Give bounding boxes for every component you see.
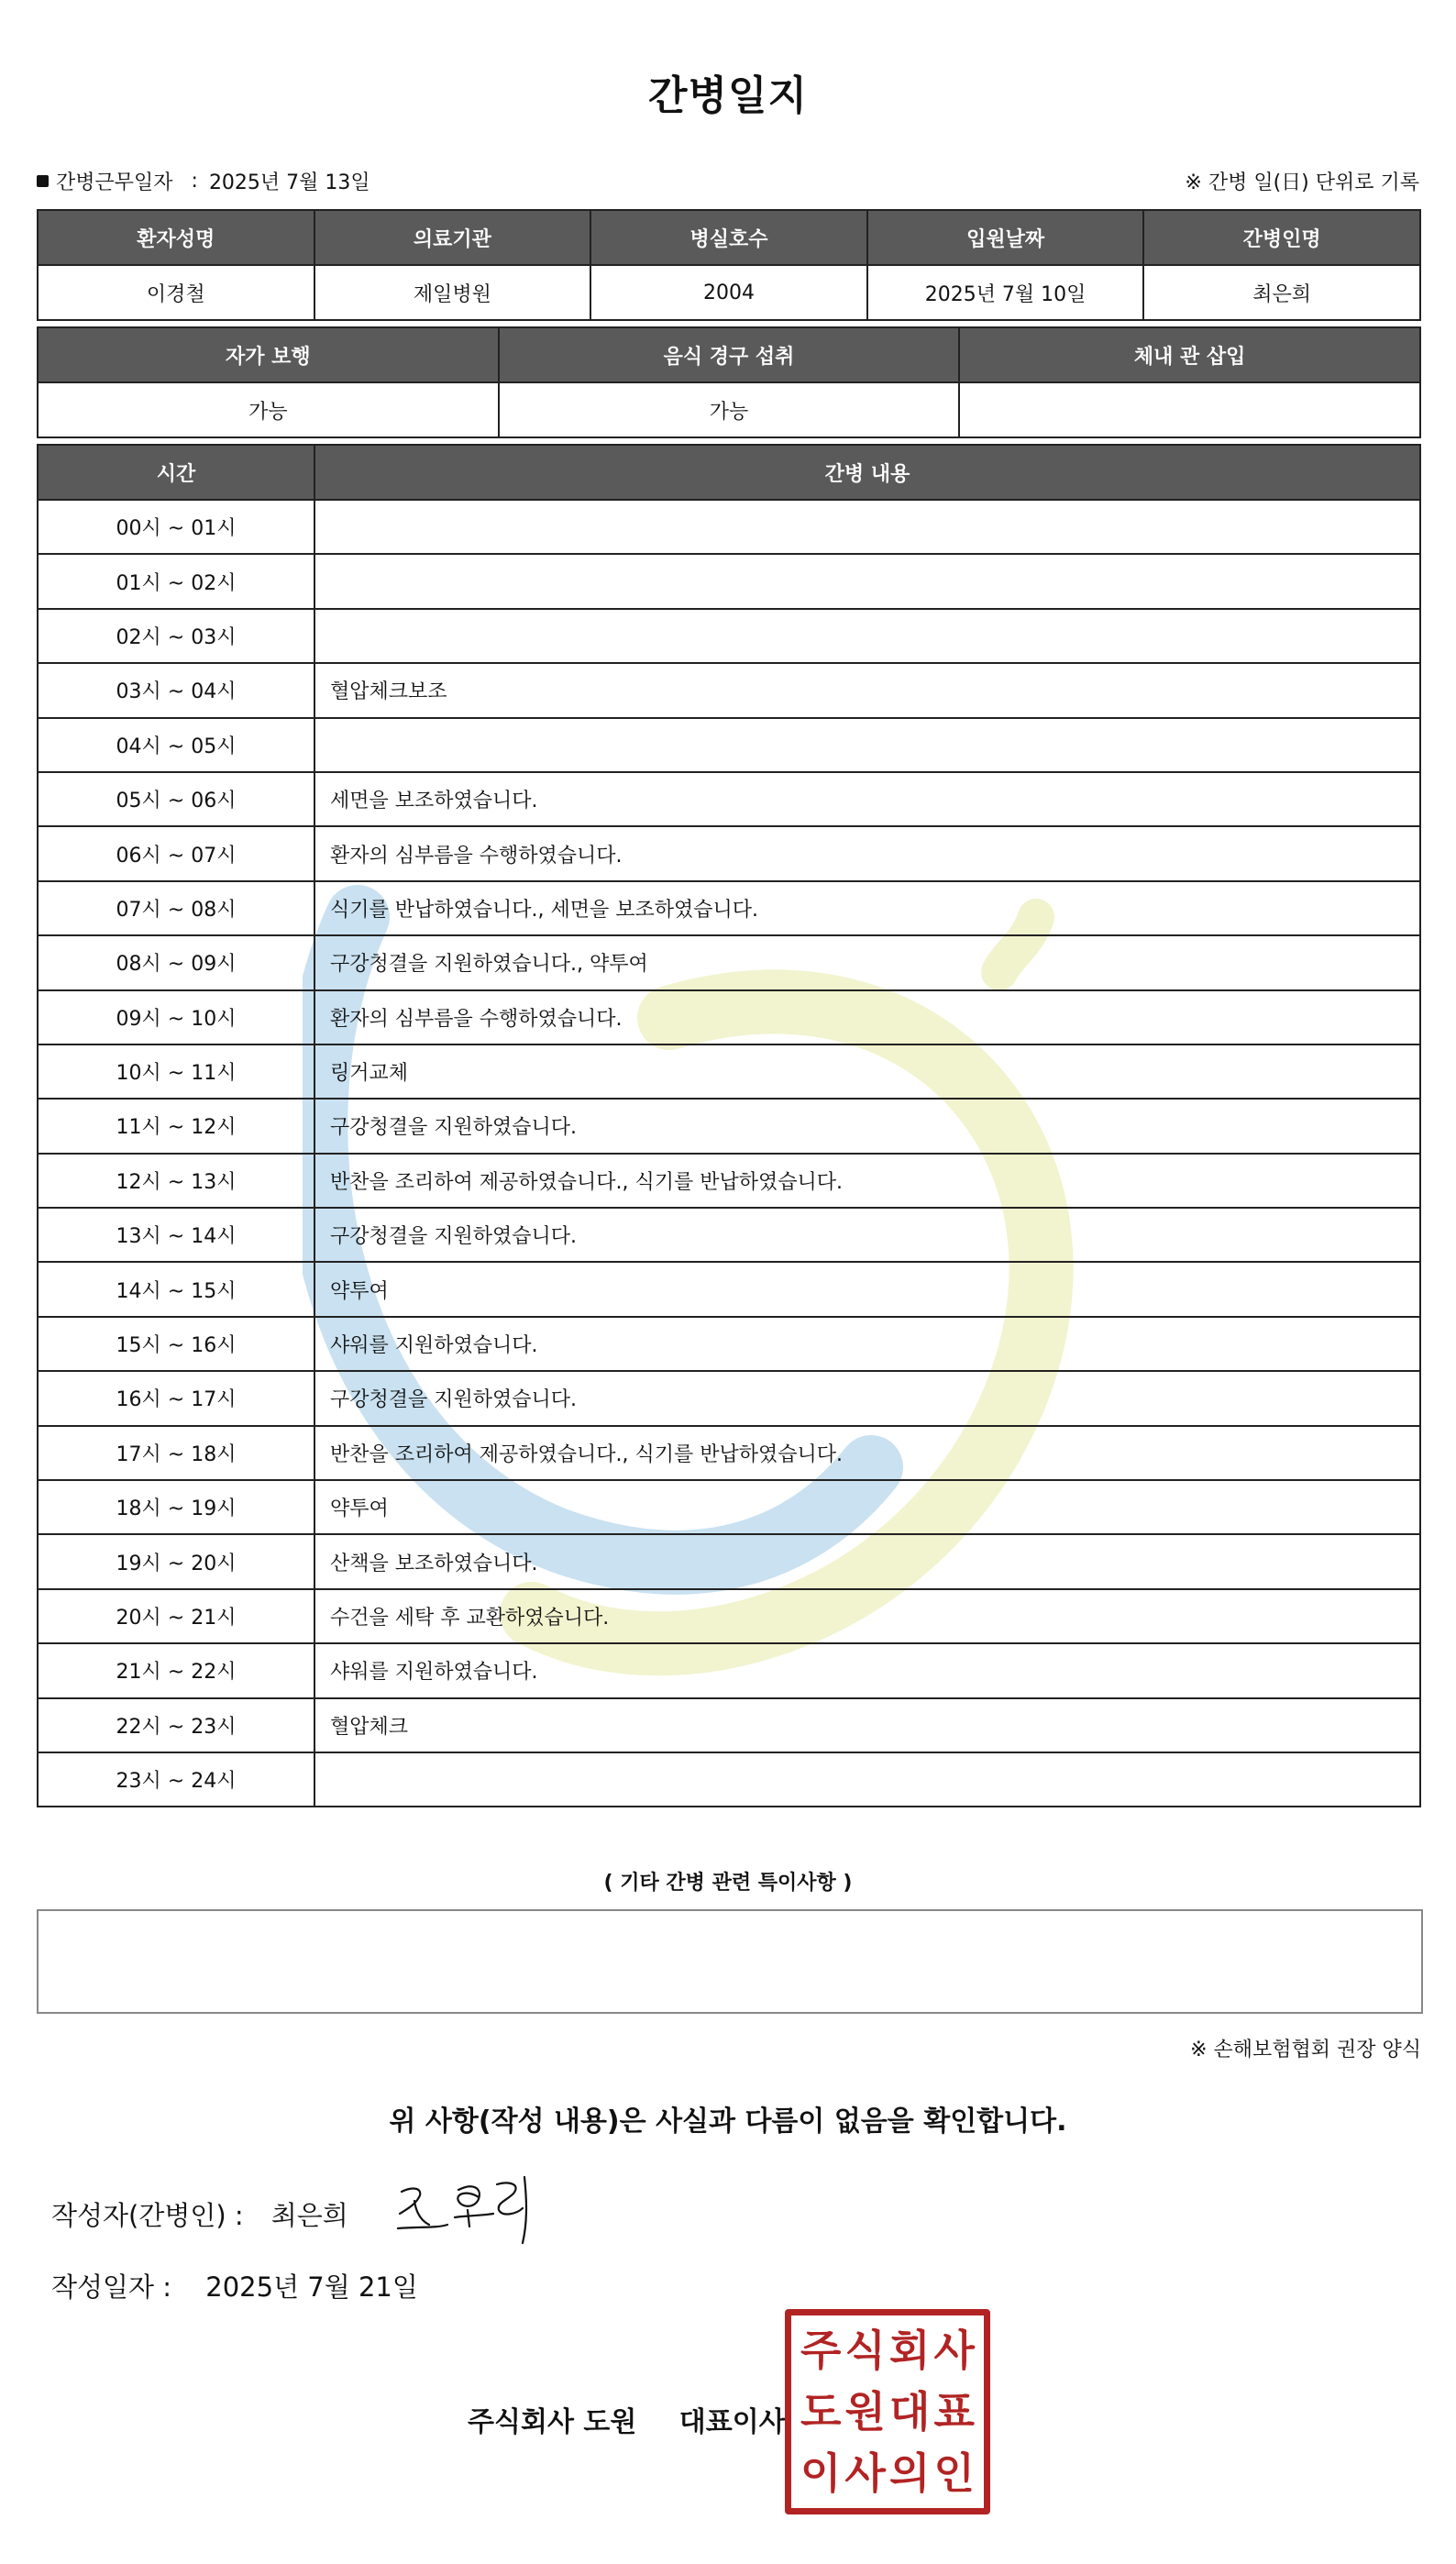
care-log-header-row xyxy=(38,445,1420,500)
work-date-label: 간병근무일자 xyxy=(56,171,173,194)
care-log-time: 07시 ~ 08시 xyxy=(38,881,314,935)
care-log-row xyxy=(38,1371,1420,1425)
care-log-time: 16시 ~ 17시 xyxy=(38,1371,314,1425)
author-row xyxy=(51,2195,348,2233)
daily-record-note: ※ 간병 일(日) 단위로 기록 xyxy=(1185,171,1419,194)
care-log-row xyxy=(38,609,1420,663)
care-log-content xyxy=(314,718,1420,772)
handwritten-signature xyxy=(394,2173,541,2247)
seal-character: 주 xyxy=(800,2325,842,2375)
care-log-row xyxy=(38,1099,1420,1153)
header-patient-name: 환자성명 xyxy=(38,210,314,265)
care-log-content: 반찬을 조리하여 제공하였습니다., 식기를 반납하였습니다. xyxy=(314,1154,1420,1208)
document-title: 간병일지 xyxy=(647,72,808,119)
care-log-content: 약투여 xyxy=(314,1262,1420,1316)
care-log-time: 15시 ~ 16시 xyxy=(38,1317,314,1371)
care-log-table xyxy=(37,444,1421,1807)
care-log-time: 19시 ~ 20시 xyxy=(38,1534,314,1588)
care-log-row xyxy=(38,1698,1420,1752)
care-log-content: 혈압체크보조 xyxy=(314,663,1420,717)
written-date-row xyxy=(51,2267,418,2304)
care-log-row xyxy=(38,1208,1420,1262)
care-log-time: 23시 ~ 24시 xyxy=(38,1752,314,1807)
work-date xyxy=(37,167,370,195)
care-log-row xyxy=(38,1643,1420,1697)
author-label: 작성자(간병인) : xyxy=(51,2200,244,2231)
work-date-value: 2025년 7월 13일 xyxy=(208,171,370,194)
care-log-row xyxy=(38,718,1420,772)
company-signoff xyxy=(468,2399,786,2439)
care-log-row xyxy=(38,935,1420,989)
care-log-content: 세면을 보조하였습니다. xyxy=(314,772,1420,826)
care-log-content: 구강청결을 지원하였습니다. xyxy=(314,1371,1420,1425)
care-log-row xyxy=(38,1154,1420,1208)
care-log-row xyxy=(38,826,1420,880)
care-log-content: 산책을 보조하였습니다. xyxy=(314,1534,1420,1588)
care-log-body xyxy=(38,500,1420,1807)
header-oral-intake: 음식 경구 섭취 xyxy=(499,327,960,382)
patient-info-value-row xyxy=(38,265,1420,320)
care-log-row xyxy=(38,663,1420,717)
admission-date: 2025년 7월 10일 xyxy=(867,265,1144,320)
care-log-time: 09시 ~ 10시 xyxy=(38,990,314,1044)
seal-character: 식 xyxy=(844,2325,886,2375)
seal-character: 원 xyxy=(844,2386,886,2437)
header-care-content: 간병 내용 xyxy=(314,445,1420,500)
seal-character: 도 xyxy=(800,2386,842,2437)
hospital: 제일병원 xyxy=(314,265,591,320)
company-name: 주식회사 도원 xyxy=(468,2406,637,2438)
patient-status-table xyxy=(37,326,1421,438)
room-number: 2004 xyxy=(590,265,867,320)
care-log-time: 03시 ~ 04시 xyxy=(38,663,314,717)
work-date-separator: : xyxy=(191,170,198,193)
seal-character: 사 xyxy=(933,2325,975,2375)
care-log-row xyxy=(38,500,1420,554)
patient-info-header-row xyxy=(38,210,1420,265)
care-log-row xyxy=(38,1589,1420,1643)
caregiver-name: 최은희 xyxy=(1143,265,1420,320)
care-log-time: 04시 ~ 05시 xyxy=(38,718,314,772)
care-log-content: 약투여 xyxy=(314,1480,1420,1534)
care-log-row xyxy=(38,1426,1420,1480)
care-log-time: 10시 ~ 11시 xyxy=(38,1044,314,1099)
care-log-row xyxy=(38,881,1420,935)
care-log-content xyxy=(314,554,1420,608)
oral-intake: 가능 xyxy=(499,382,960,437)
care-log-time: 18시 ~ 19시 xyxy=(38,1480,314,1534)
care-log-time: 05시 ~ 06시 xyxy=(38,772,314,826)
care-log-time: 00시 ~ 01시 xyxy=(38,500,314,554)
form-source-note: ※ 손해보험협회 권장 양식 xyxy=(1190,2039,1421,2061)
care-log-row xyxy=(38,1262,1420,1316)
care-log-row xyxy=(38,1752,1420,1807)
self-walking: 가능 xyxy=(38,382,499,437)
care-log-content: 샤워를 지원하였습니다. xyxy=(314,1317,1420,1371)
care-log-time: 22시 ~ 23시 xyxy=(38,1698,314,1752)
written-date-label: 작성일자 : xyxy=(51,2271,172,2303)
seal-character: 의 xyxy=(889,2448,931,2499)
care-log-content xyxy=(314,609,1420,663)
care-log-row xyxy=(38,772,1420,826)
care-log-time: 02시 ~ 03시 xyxy=(38,609,314,663)
care-log-time: 20시 ~ 21시 xyxy=(38,1589,314,1643)
confirmation-statement: 위 사항(작성 내용)은 사실과 다름이 없음을 확인합니다. xyxy=(389,2105,1067,2138)
care-log-time: 11시 ~ 12시 xyxy=(38,1099,314,1153)
care-log-row xyxy=(38,1534,1420,1588)
seal-character: 인 xyxy=(933,2448,975,2499)
header-room-number: 병실호수 xyxy=(590,210,867,265)
care-log-content: 구강청결을 지원하였습니다. xyxy=(314,1208,1420,1262)
care-log-content: 반찬을 조리하여 제공하였습니다., 식기를 반납하였습니다. xyxy=(314,1426,1420,1480)
seal-characters xyxy=(799,2319,976,2504)
care-log-row xyxy=(38,1317,1420,1371)
care-log-content: 환자의 심부름을 수행하였습니다. xyxy=(314,826,1420,880)
care-log-time: 12시 ~ 13시 xyxy=(38,1154,314,1208)
care-log-time: 13시 ~ 14시 xyxy=(38,1208,314,1262)
care-log-content: 구강청결을 지원하였습니다., 약투여 xyxy=(314,935,1420,989)
header-hospital: 의료기관 xyxy=(314,210,591,265)
patient-name: 이경철 xyxy=(38,265,314,320)
written-date-value: 2025년 7월 21일 xyxy=(205,2271,418,2303)
care-log-content: 수건을 세탁 후 교환하였습니다. xyxy=(314,1589,1420,1643)
care-log-time: 17시 ~ 18시 xyxy=(38,1426,314,1480)
notes-title: ( 기타 간병 관련 특이사항 ) xyxy=(603,1872,853,1895)
seal-character: 표 xyxy=(933,2386,975,2437)
care-log-content: 혈압체크 xyxy=(314,1698,1420,1752)
meta-row xyxy=(37,167,1419,196)
seal-character: 회 xyxy=(889,2325,931,2375)
care-log-content xyxy=(314,500,1420,554)
care-log-row xyxy=(38,554,1420,608)
header-admission-date: 입원날짜 xyxy=(867,210,1144,265)
notes-box xyxy=(37,1909,1423,2014)
care-log-time: 06시 ~ 07시 xyxy=(38,826,314,880)
tube-insertion xyxy=(959,382,1420,437)
care-log-content: 샤워를 지원하였습니다. xyxy=(314,1643,1420,1697)
care-log-row xyxy=(38,1480,1420,1534)
care-log-content xyxy=(314,1752,1420,1807)
header-time: 시간 xyxy=(38,445,314,500)
header-caregiver-name: 간병인명 xyxy=(1143,210,1420,265)
seal-character: 사 xyxy=(844,2448,886,2499)
care-log-row xyxy=(38,990,1420,1044)
care-log-time: 21시 ~ 22시 xyxy=(38,1643,314,1697)
care-log-time: 08시 ~ 09시 xyxy=(38,935,314,989)
company-seal-stamp xyxy=(785,2309,990,2514)
header-self-walking: 자가 보행 xyxy=(38,327,499,382)
care-log-time: 14시 ~ 15시 xyxy=(38,1262,314,1316)
patient-status-header-row xyxy=(38,327,1420,382)
square-bullet-icon xyxy=(37,175,49,187)
care-log-time: 01시 ~ 02시 xyxy=(38,554,314,608)
seal-character: 대 xyxy=(889,2386,931,2437)
header-tube-insertion: 체내 관 삽입 xyxy=(959,327,1420,382)
seal-character: 이 xyxy=(800,2448,842,2499)
author-name: 최은희 xyxy=(270,2200,348,2231)
care-log-content: 링거교체 xyxy=(314,1044,1420,1099)
care-log-content: 식기를 반납하였습니다., 세면을 보조하였습니다. xyxy=(314,881,1420,935)
patient-info-table xyxy=(37,209,1421,321)
patient-status-value-row xyxy=(38,382,1420,437)
company-representative-title: 대표이사 xyxy=(678,2406,786,2438)
care-log-content: 구강청결을 지원하였습니다. xyxy=(314,1099,1420,1153)
care-log-row xyxy=(38,1044,1420,1099)
care-log-content: 환자의 심부름을 수행하였습니다. xyxy=(314,990,1420,1044)
